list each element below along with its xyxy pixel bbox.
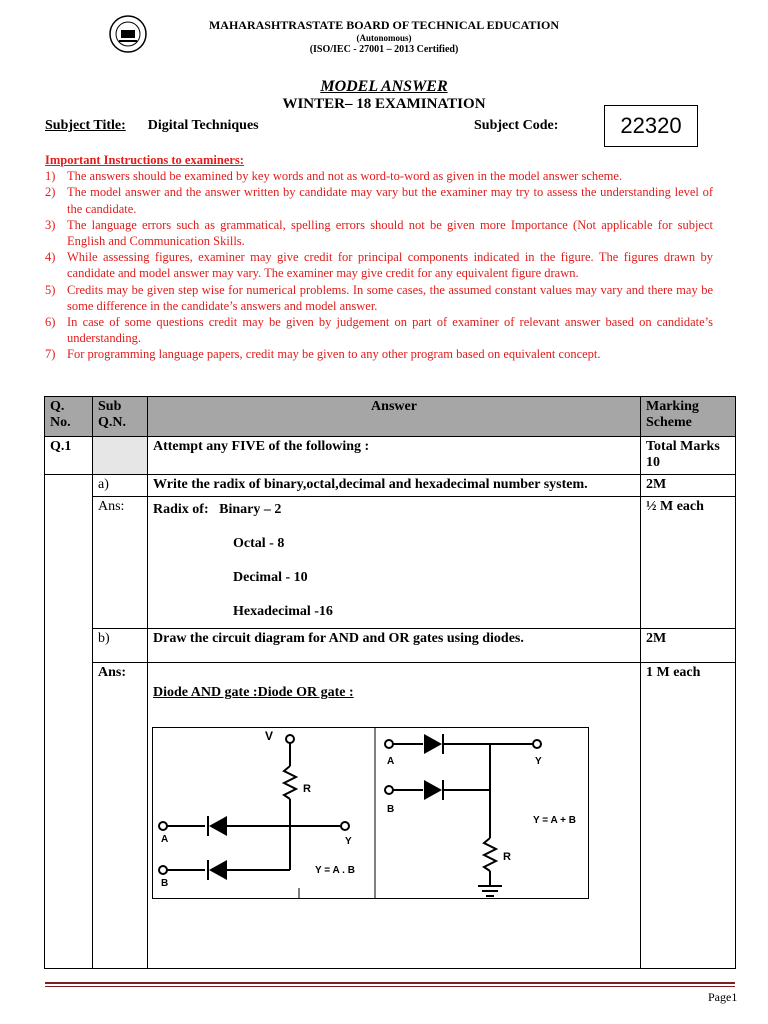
or-y-label: Y [535, 756, 542, 767]
header-qno: Q. No. [45, 397, 93, 437]
table-row [45, 437, 736, 475]
subject-code-box: 22320 [604, 105, 698, 147]
instructions [45, 152, 713, 363]
radix-label: Radix of: [153, 502, 209, 517]
qb-marks: 2M [641, 629, 736, 663]
certification-label: (ISO/IEC - 27001 – 2013 Certified) [309, 44, 459, 55]
diode-gates-diagram [152, 727, 589, 899]
header-answer: Answer [148, 397, 641, 437]
table-row [45, 629, 736, 663]
or-equation: Y = A + B [533, 815, 576, 826]
qa-ans-marks: ½ M each [641, 497, 736, 629]
instruction-item: 2) The model answer and the answer written by candidate may vary but the examiner may try to assess the understanding level of the candidate. [45, 185, 713, 216]
empty-cell [45, 629, 93, 663]
table-header-row [45, 397, 736, 437]
subject-title-value: Digital Techniques [147, 118, 259, 133]
and-a-label: A [161, 834, 169, 845]
table-row [45, 475, 736, 497]
qb-ans-marks: 1 M each [641, 663, 736, 969]
q1-text: Attempt any FIVE of the following : [148, 437, 641, 475]
radix-decimal: Decimal - 10 [233, 570, 308, 585]
qa-marks: 2M [641, 475, 736, 497]
empty-cell [45, 497, 93, 629]
and-diode-b-icon [209, 860, 227, 880]
page-number: Page1 [708, 990, 738, 1004]
and-diode-a-icon [209, 816, 227, 836]
or-r-label: R [503, 851, 511, 863]
header-subqn: Sub Q.N. [93, 397, 148, 437]
subject-code-label: Subject Code: [474, 118, 559, 133]
and-equation: Y = A . B [315, 865, 355, 876]
and-b-label: B [161, 878, 169, 889]
board-name: MAHARASHTRASTATE BOARD OF TECHNICAL EDUCATION [208, 18, 560, 32]
qa-ans-label: Ans: [93, 497, 148, 629]
and-v-label: V [265, 729, 274, 743]
q1-sub-empty [93, 437, 148, 475]
q1-marks: Total Marks 10 [641, 437, 736, 475]
diode-gate-heading: Diode AND gate :Diode OR gate : [153, 685, 354, 700]
or-diode-b-icon [424, 780, 442, 800]
instruction-item: 7) For programming language papers, credit may be given to any other program based on equivalent concept. [45, 347, 601, 362]
subject-title [45, 118, 259, 134]
instruction-item: 4) While assessing figures, examiner may give credit for principal components indicated in the figure. The figures drawn by candidate and model answer may vary. The examiner may give credit for any equivalent figure drawn. [45, 250, 713, 281]
subject-title-label: Subject Title: [45, 118, 126, 133]
instructions-title: Important Instructions to examiners: [45, 153, 244, 167]
empty-cell [45, 663, 93, 969]
qb-sub: b) [93, 629, 148, 663]
qa-answer [148, 497, 641, 629]
instruction-item: 3) The language errors such as grammatical, spelling errors should not be given more Importance (Not applicable for subject English and Communication Skills. [45, 217, 713, 249]
or-a-label: A [387, 756, 395, 767]
instruction-item: 5) Credits may be given step wise for numerical problems. In some cases, the assumed constant values may vary and there may be some difference in the candidate’s answers and model answer. [45, 282, 713, 313]
and-r-label: R [303, 783, 311, 795]
table-row [45, 497, 736, 629]
qa-text: Write the radix of binary,octal,decimal and hexadecimal number system. [148, 475, 641, 497]
qb-ans-label: Ans: [93, 663, 148, 969]
instruction-item: 6) In case of some questions credit may be given by judgement on part of examiner of relevant answer based on candidate’s understanding. [45, 315, 713, 346]
diode-or-gate-circuit [385, 740, 541, 896]
exam-title: WINTER– 18 EXAMINATION [282, 96, 486, 112]
instruction-item: 1) The answers should be examined by key words and not as word-to-word as given in the model answer scheme. [45, 169, 623, 184]
header-marking: Marking Scheme [641, 397, 736, 437]
or-b-label: B [387, 804, 395, 815]
radix-hex: Hexadecimal -16 [233, 604, 333, 619]
model-answer-title: MODEL ANSWER [320, 78, 448, 95]
radix-octal: Octal - 8 [233, 536, 285, 551]
and-y-label: Y [345, 836, 352, 847]
qa-sub: a) [93, 475, 148, 497]
or-diode-a-icon [424, 734, 442, 754]
empty-cell [45, 475, 93, 497]
footer-rule [45, 982, 735, 984]
qb-text: Draw the circuit diagram for AND and OR gates using diodes. [148, 629, 641, 663]
q1-number: Q.1 [45, 437, 93, 475]
radix-binary: Binary – 2 [219, 502, 282, 517]
autonomous-label: (Autonomous) [356, 33, 412, 43]
footer-rule-thin [45, 986, 735, 987]
